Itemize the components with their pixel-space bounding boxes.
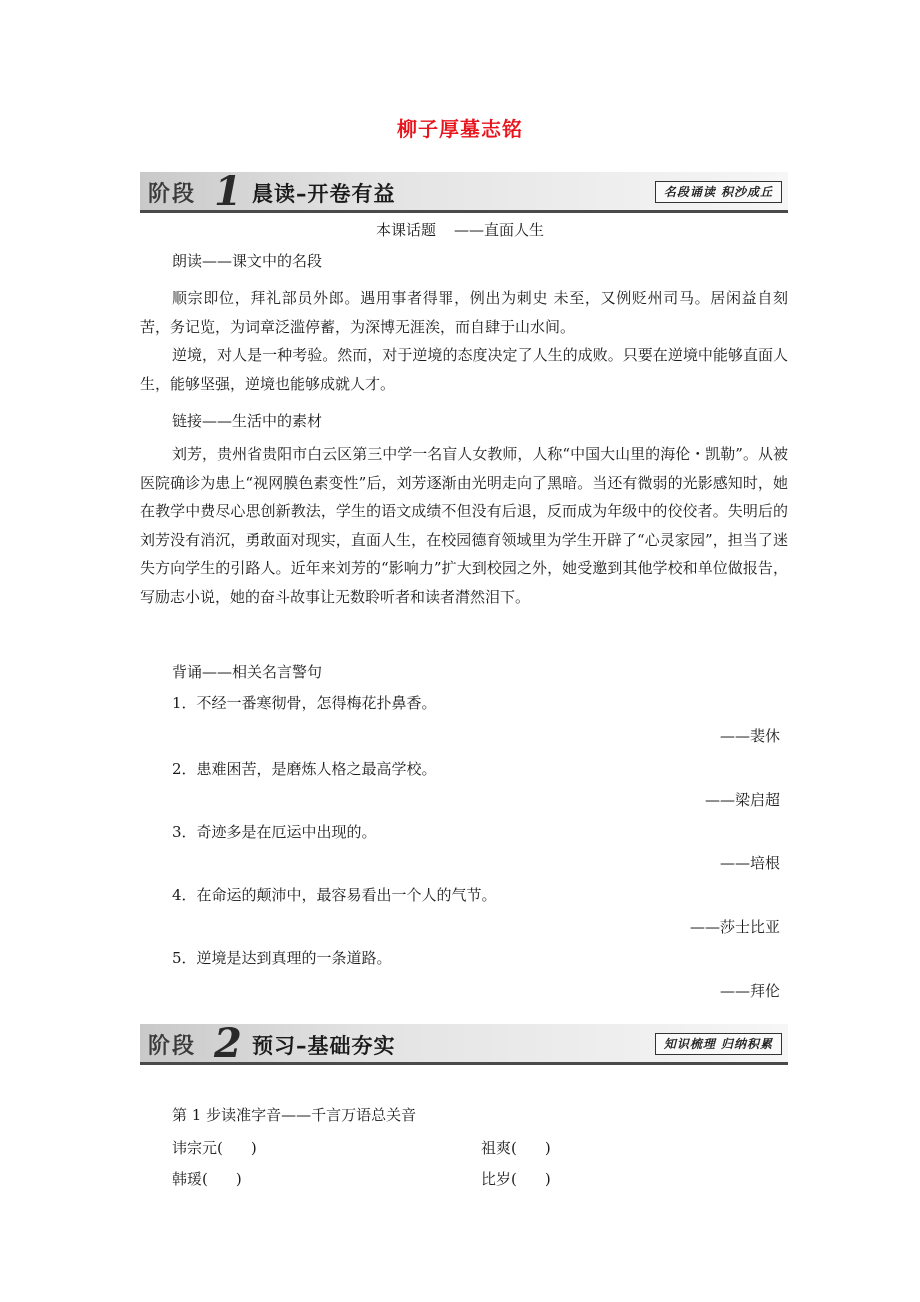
pinyin-item xyxy=(481,1137,551,1158)
link-paragraph: 刘芳，贵州省贵阳市白云区第三中学一名盲人女教师，人称“中国大山里的海伦・凯勒”。从被医院确诊为患上“视网膜色素变性”后，刘芳逐渐由光明走向了黑暗。当还有微弱的光影感知时，她在教学中费尽心思创新教法，学生的语文成绩不但没有后退，反而成为年级中的佼佼者。失明后的刘芳没有消沉，勇敢面对现实，直面人生，在校园德育领域里为学生开辟了“心灵家园”，担当了迷失方向学生的引路人。近年来刘芳的“影响力”扩大到校园之外，她受邀到其他学校和单位做报告，写励志小说，她的奋斗故事让无数聆听者和读者潸然泪下。 xyxy=(140,445,788,606)
stage-heading: 预习–基础夯实 xyxy=(252,1034,396,1058)
quote-author: ——梁启超 xyxy=(704,791,780,809)
pinyin-word: 讳宗元( xyxy=(172,1139,223,1157)
pinyin-close: ) xyxy=(235,1170,242,1188)
pinyin-item xyxy=(172,1137,257,1158)
stage-label: 阶段 xyxy=(148,182,197,207)
quote-author: ——培根 xyxy=(719,854,780,872)
quote-text: 2．患难困苦，是磨炼人格之最高学校。 xyxy=(172,760,437,778)
stage-2-banner xyxy=(140,1020,788,1067)
pinyin-item xyxy=(481,1168,551,1189)
pinyin-close: ) xyxy=(544,1170,551,1188)
stage-heading: 晨读–开卷有益 xyxy=(252,182,396,206)
stage-label: 阶段 xyxy=(148,1034,197,1059)
quote-text: 1．不经一番寒彻骨，怎得梅花扑鼻香。 xyxy=(172,694,437,712)
quote-author: ——拜伦 xyxy=(719,982,780,1000)
section-heading-link: 链接——生活中的素材 xyxy=(172,412,323,430)
pinyin-word: 祖爽( xyxy=(481,1139,517,1157)
read-paragraph-1: 顺宗即位，拜礼部员外郎。遇用事者得罪，例出为刺史 未至，又例贬州司马。居闲益自刻苦，务记览，为词章泛滥停蓄，为深博无涯涘，而自肆于山水间。 xyxy=(140,289,788,336)
stage-tag: 名段诵读 积沙成丘 xyxy=(655,181,782,203)
quote-text: 4．在命运的颠沛中，最容易看出一个人的气节。 xyxy=(172,886,497,904)
lesson-topic xyxy=(0,219,920,240)
stage-number: 2 xyxy=(214,1020,242,1067)
quote-author: ——裴休 xyxy=(719,727,780,745)
section-heading-recite: 背诵——相关名言警句 xyxy=(172,663,323,681)
stage-1-banner xyxy=(140,168,788,215)
pinyin-item xyxy=(172,1168,242,1189)
topic-value: ——直面人生 xyxy=(454,221,545,239)
step1-heading: 第 1 步读准字音——千言万语总关音 xyxy=(172,1106,417,1124)
stage-number: 1 xyxy=(214,168,242,215)
stage-tag: 知识梳理 归纳积累 xyxy=(655,1033,782,1055)
pinyin-close: ) xyxy=(544,1139,551,1157)
page-title: 柳子厚墓志铭 xyxy=(397,117,523,141)
pinyin-close: ) xyxy=(250,1139,257,1157)
pinyin-word: 比岁( xyxy=(481,1170,517,1188)
quote-author: ——莎士比亚 xyxy=(689,918,780,936)
topic-label: 本课话题 xyxy=(375,221,436,239)
section-heading-read: 朗读——课文中的名段 xyxy=(172,252,323,270)
quote-text: 3．奇迹多是在厄运中出现的。 xyxy=(172,823,377,841)
quote-text: 5．逆境是达到真理的一条道路。 xyxy=(172,949,392,967)
read-paragraph-2: 逆境，对人是一种考验。然而，对于逆境的态度决定了人生的成败。只要在逆境中能够直面人生，能够坚强，逆境也能够成就人才。 xyxy=(140,346,788,393)
pinyin-word: 韩瑗( xyxy=(172,1170,208,1188)
